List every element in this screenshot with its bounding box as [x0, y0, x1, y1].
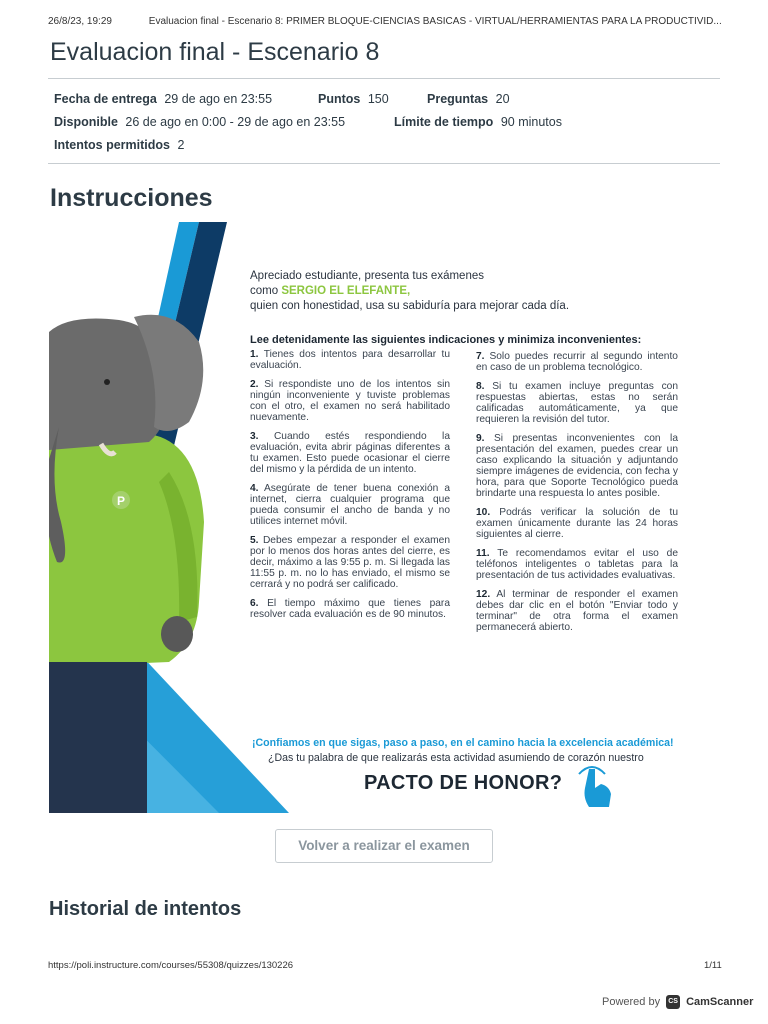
due-date-value: 29 de ago en 23:55: [164, 92, 273, 106]
instructions-column-left: [250, 349, 450, 628]
instruction-item: 11. Te recomendamos evitar el uso de teléfonos inteligentes o tabletas para la presentación de tus actividades evaluativas.: [476, 548, 678, 581]
attempt-history-heading: Historial de intentos: [49, 898, 242, 920]
instruction-item: 1. Tienes dos intentos para desarrollar tu evaluación.: [250, 349, 450, 371]
pointing-hand-icon: [579, 767, 611, 807]
divider: [48, 78, 720, 79]
instruction-item: 8. Si tu examen incluye preguntas con respuestas abiertas, estas no serán calificadas automáticamente, ya que requieren la revisión del tutor.: [476, 381, 678, 425]
attempts-value: 2: [177, 138, 185, 152]
intro-line-2: [250, 284, 580, 299]
instruction-item: 4. Asegúrate de tener buena conexión a internet, cierra cualquier programa que pueda consumir el ancho de banda y no utilices internet móvil.: [250, 483, 450, 527]
print-footer-url: https://poli.instructure.com/courses/55308/quizzes/130226: [48, 960, 294, 971]
print-tab-title: Evaluacion final - Escenario 8: PRIMER BLOQUE-CIENCIAS BASICAS - VIRTUAL/HERRAMIENTAS PARA LA PRODUCTIVID...: [148, 16, 722, 27]
points-label: Puntos: [318, 92, 361, 106]
instruction-item: 2. Si respondiste uno de los intentos sin ningún inconveniente y tuviste problemas con el otro, el examen no será habilitado nuevamente.: [250, 379, 451, 423]
print-timestamp: 26/8/23, 19:29: [48, 16, 112, 27]
attempts-label: Intentos permitidos: [54, 138, 170, 152]
instruction-item: 9. Si presentas inconvenientes con la presentación del examen, puedes crear un caso explicando la situación y adjuntando siempre imágenes de evidencia, con fecha y hora, para que Soporte Tecnológico pueda brindarte una respuesta lo antes posible.: [476, 433, 678, 499]
available-label: Disponible: [54, 115, 118, 129]
due-date-label: Fecha de entrega: [54, 92, 157, 106]
instruction-item: 12. Al terminar de responder el examen debes dar clic en el botón "Enviar todo y terminar" de otra forma el examen permanecerá abierto.: [476, 589, 678, 633]
camscanner-icon: CS: [666, 995, 680, 1009]
powered-by-label: Powered by: [602, 996, 661, 1008]
due-date: [54, 92, 272, 106]
print-header: [48, 16, 728, 27]
honor-question: ¿Das tu palabra de que realizarás esta actividad asumiendo de corazón nuestro: [268, 752, 644, 764]
instruction-item: 10. Podrás verificar la solución de tu examen únicamente durante las 24 horas siguientes al cierre.: [476, 507, 678, 540]
camscanner-brand: CamScanner: [686, 996, 754, 1008]
questions-label: Preguntas: [427, 92, 489, 106]
intro-line-3: quien con honestidad, usa su sabiduría para mejorar cada día.: [250, 300, 570, 312]
intro-line-1: Apreciado estudiante, presenta tus exámenes: [250, 270, 484, 282]
instructions-lead: Lee detenidamente las siguientes indicaciones y minimiza inconvenientes:: [250, 334, 642, 346]
time-limit-value: 90 minutos: [500, 115, 562, 129]
instruction-item: 7. Solo puedes recurrir al segundo intento en caso de un problema tecnológico.: [476, 351, 678, 373]
print-page-number: 1/11: [704, 960, 722, 971]
questions-value: 20: [495, 92, 510, 106]
instructions-banner: [49, 222, 700, 813]
available: [54, 115, 345, 129]
points-value: 150: [367, 92, 389, 106]
intro-prefix: como: [250, 285, 282, 297]
questions: [427, 92, 510, 106]
intro-message: [250, 269, 580, 314]
retake-quiz-button[interactable]: Volver a realizar el examen: [275, 829, 493, 863]
instruction-item: 6. El tiempo máximo que tienes para resolver cada evaluación es de 90 minutos.: [250, 598, 450, 620]
points: [318, 92, 389, 106]
intro-highlight: SERGIO EL ELEFANTE,: [281, 285, 411, 297]
instruction-item: 3. Cuando estés respondiendo la evaluación, evita abrir páginas diferentes a tu examen. Esto puede ocasionar el cierre del mismo y la pérdida de un intento.: [250, 431, 450, 475]
time-limit: [394, 115, 562, 129]
pacto-de-honor: PACTO DE HONOR?: [364, 772, 563, 794]
attempts-allowed: [54, 138, 184, 152]
instruction-item: 5. Debes empezar a responder el examen por lo menos dos horas antes del cierre, es decir, máximo a las 9:55 p. m. Si llegada las 11:55 p. m. no lo has enviado, el mismo se cerrará y no podrá ser calificado.: [250, 535, 450, 590]
instructions-column-right: [476, 351, 678, 641]
time-limit-label: Límite de tiempo: [394, 115, 494, 129]
instructions-heading: Instrucciones: [50, 184, 213, 212]
available-value: 26 de ago en 0:00 - 29 de ago en 23:55: [125, 115, 346, 129]
closing-message: ¡Confiamos en que sigas, paso a paso, en el camino hacia la excelencia académica!: [252, 737, 674, 749]
divider: [48, 163, 720, 164]
camscanner-watermark: [602, 995, 753, 1009]
hoodie-logo: P: [117, 494, 126, 508]
page-title: Evaluacion final - Escenario 8: [50, 38, 380, 66]
